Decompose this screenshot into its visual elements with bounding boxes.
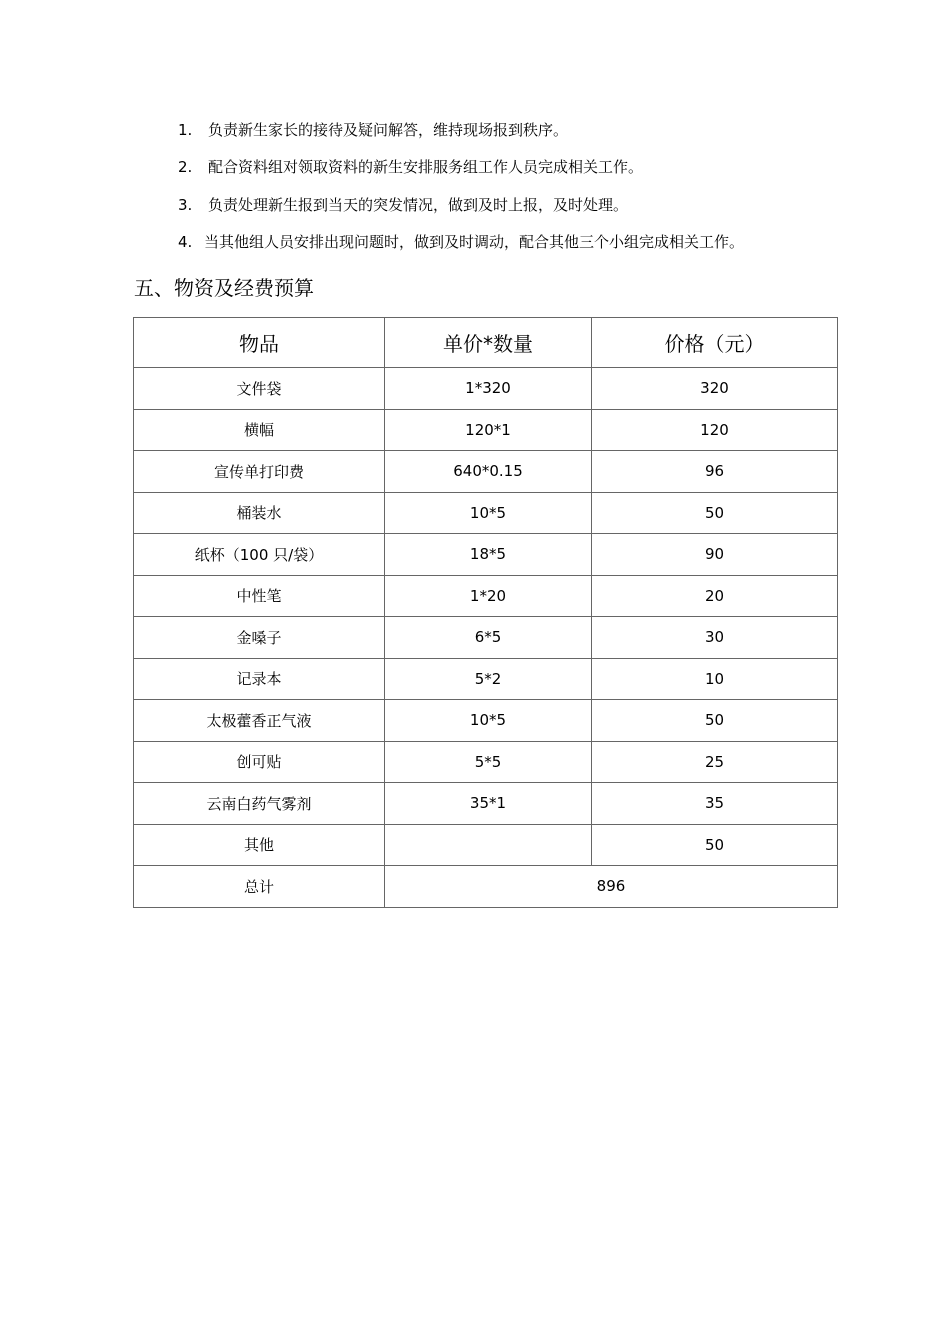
list-number: 2.	[178, 158, 193, 176]
cell-price: 90	[592, 534, 838, 576]
cell-unit-qty: 6*5	[385, 617, 592, 659]
table-total-row	[134, 866, 838, 908]
cell-price: 50	[592, 492, 838, 534]
cell-price: 320	[592, 368, 838, 410]
table-row	[134, 617, 838, 659]
cell-item: 云南白药气雾剂	[134, 783, 385, 825]
cell-unit-qty: 640*0.15	[385, 451, 592, 493]
total-label: 总计	[134, 866, 385, 908]
budget-table	[133, 317, 838, 908]
cell-item: 金嗓子	[134, 617, 385, 659]
cell-item: 中性笔	[134, 575, 385, 617]
table-header-row	[134, 318, 838, 368]
cell-price: 35	[592, 783, 838, 825]
table-row	[134, 824, 838, 866]
cell-item: 记录本	[134, 658, 385, 700]
list-text: 当其他组人员安排出现问题时，做到及时调动，配合其他三个小组完成相关工作。	[204, 233, 745, 251]
section-heading: 五、物资及经费预算	[134, 276, 314, 300]
header-item: 物品	[134, 318, 385, 368]
cell-price: 20	[592, 575, 838, 617]
cell-item: 创可贴	[134, 741, 385, 783]
table-row	[134, 451, 838, 493]
list-item	[178, 195, 628, 215]
cell-unit-qty: 10*5	[385, 492, 592, 534]
cell-unit-qty	[385, 824, 592, 866]
table-row	[134, 368, 838, 410]
list-text: 配合资料组对领取资料的新生安排服务组工作人员完成相关工作。	[208, 158, 644, 176]
cell-item: 桶装水	[134, 492, 385, 534]
cell-unit-qty: 1*20	[385, 575, 592, 617]
cell-item: 横幅	[134, 409, 385, 451]
list-item	[178, 120, 568, 140]
cell-unit-qty: 35*1	[385, 783, 592, 825]
list-number: 4.	[178, 233, 193, 251]
table-row	[134, 534, 838, 576]
cell-item: 纸杯（100 只/袋）	[134, 534, 385, 576]
list-number: 1.	[178, 121, 193, 139]
cell-price: 10	[592, 658, 838, 700]
list-number: 3.	[178, 196, 193, 214]
cell-price: 120	[592, 409, 838, 451]
header-unit-qty: 单价*数量	[385, 318, 592, 368]
cell-price: 50	[592, 824, 838, 866]
list-text: 负责新生家长的接待及疑问解答，维持现场报到秩序。	[208, 121, 569, 139]
cell-unit-qty: 5*5	[385, 741, 592, 783]
cell-unit-qty: 10*5	[385, 700, 592, 742]
cell-unit-qty: 120*1	[385, 409, 592, 451]
list-text: 负责处理新生报到当天的突发情况，做到及时上报，及时处理。	[208, 196, 629, 214]
cell-item: 其他	[134, 824, 385, 866]
header-price: 价格（元）	[592, 318, 838, 368]
table-row	[134, 409, 838, 451]
list-item	[178, 157, 643, 177]
cell-item: 太极藿香正气液	[134, 700, 385, 742]
cell-unit-qty: 1*320	[385, 368, 592, 410]
table-row	[134, 492, 838, 534]
table-row	[134, 658, 838, 700]
cell-unit-qty: 5*2	[385, 658, 592, 700]
table-row	[134, 700, 838, 742]
cell-price: 96	[592, 451, 838, 493]
table-row	[134, 575, 838, 617]
cell-price: 30	[592, 617, 838, 659]
list-item	[178, 232, 744, 252]
cell-item: 文件袋	[134, 368, 385, 410]
cell-unit-qty: 18*5	[385, 534, 592, 576]
total-value: 896	[385, 866, 838, 908]
cell-price: 50	[592, 700, 838, 742]
table-row	[134, 741, 838, 783]
table-row	[134, 783, 838, 825]
cell-item: 宣传单打印费	[134, 451, 385, 493]
cell-price: 25	[592, 741, 838, 783]
